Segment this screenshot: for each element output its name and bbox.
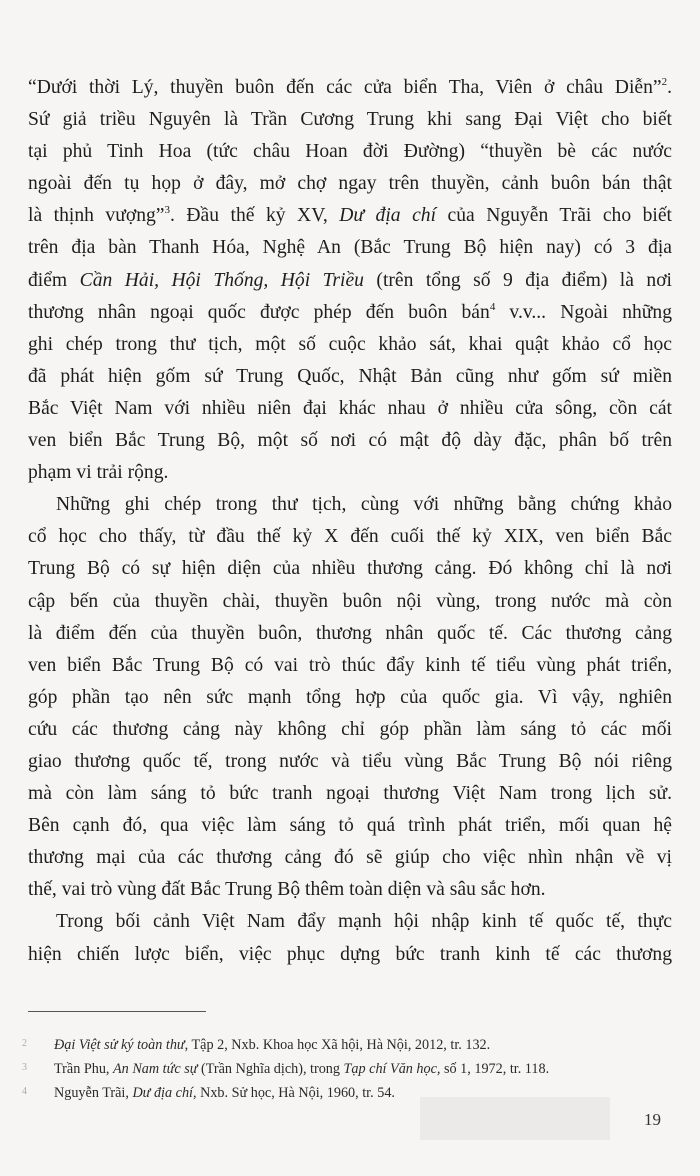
text-run: giao thương quốc tế, trong nước và tiểu vùng Bắc Trung Bộ nói riêng: [28, 750, 672, 772]
text-run: Trần Phu,: [54, 1061, 114, 1077]
body-text: [28, 72, 672, 971]
text-run: góp phần tạo nên sức mạnh tổng hợp của quốc gia. Vì vậy, nghiên: [28, 686, 672, 708]
text-run: Sứ giả triều Nguyên là Trần Cương Trung khi sang Đại Việt cho biết: [28, 109, 672, 131]
text-run: là điểm đến của thuyền buôn, thương nhân quốc tế. Các thương cảng: [28, 622, 672, 644]
text-run: số 1, 1972, tr. 118.: [440, 1061, 550, 1077]
text-line: [28, 425, 672, 457]
text-line: [28, 746, 672, 778]
italic-text: Tạp chí Văn học,: [343, 1061, 441, 1077]
text-run: cổ học cho thấy, từ đầu thế kỷ X đến cuối thế kỷ XIX, ven biển Bắc: [28, 526, 672, 548]
footnote-ref: 3: [164, 204, 170, 217]
page-number: 19: [644, 1110, 661, 1129]
text-line: [28, 682, 672, 714]
footnotes: [22, 1032, 682, 1104]
text-run: Bắc Việt Nam với nhiều niên đại khác nhau ở nhiều cửa sông, cồn cát: [28, 397, 672, 419]
text-run: ven biển Bắc Trung Bộ, một số nơi có mật độ dày đặc, phân bố trên: [28, 430, 672, 452]
text-run: thế, vai trò vùng đất Bắc Trung Bộ thêm toàn diện và sâu sắc hơn.: [28, 879, 546, 901]
text-run: ngoài đến tụ họp ở đây, mở chợ ngay trên thuyền, cảnh buôn bán thật: [28, 173, 672, 195]
text-run: Bên cạnh đó, qua việc làm sáng tỏ quá trình phát triển, mối quan hệ: [28, 815, 672, 837]
text-run: thương nhân ngoại quốc được phép đến buôn bán: [28, 301, 490, 323]
text-run: . Đầu thế kỷ XV,: [169, 205, 340, 227]
text-line: [28, 361, 672, 393]
text-line: [28, 297, 672, 329]
text-line: [28, 939, 672, 971]
text-run: , Nxb. Sử học, Hà Nội, 1960, tr. 54.: [192, 1085, 395, 1101]
text-run: (Trần Nghĩa dịch), trong: [197, 1061, 344, 1077]
italic-text: Cần Hải, Hội Thống, Hội Triều: [79, 269, 364, 291]
text-run: là thịnh vượng”: [28, 205, 165, 227]
text-run: v.v... Ngoài những: [495, 301, 673, 323]
text-run: ven biển Bắc Trung Bộ có vai trò thúc đẩy kinh tế tiểu vùng phát triển,: [28, 654, 672, 676]
italic-text: Dư địa chí: [339, 205, 437, 227]
text-line: [28, 874, 672, 906]
text-run: phạm vi trải rộng.: [28, 462, 169, 484]
text-run: đã phát hiện gốm sứ Trung Quốc, Nhật Bản cũng như gốm sứ miền: [28, 365, 672, 387]
text-line: [28, 457, 672, 489]
text-line: [28, 842, 672, 874]
paragraph: [28, 906, 672, 970]
footnote-number: 4: [22, 1086, 27, 1097]
text-line: [28, 586, 672, 618]
text-line: [28, 553, 672, 585]
text-run: trên địa bàn Thanh Hóa, Nghệ An (Bắc Trung Bộ hiện nay) có 3 địa: [28, 237, 672, 259]
text-run: ghi chép trong thư tịch, một số cuộc khảo sát, khai quật khảo cổ học: [28, 333, 672, 355]
text-line: [28, 778, 672, 810]
text-run: Trung Bộ có sự hiện diện của nhiều thương cảng. Đó không chỉ là nơi: [28, 558, 672, 580]
text-line: [28, 521, 672, 553]
text-run: (trên tổng số 9 địa điểm) là nơi: [363, 269, 672, 291]
text-line: [28, 329, 672, 361]
text-run: “Dưới thời Lý, thuyền buôn đến các cửa biển Tha, Viên ở châu Diễn”: [28, 77, 662, 98]
text-run: thương mại của các thương cảng đó sẽ giúp cho việc nhìn nhận về vị: [28, 847, 672, 869]
text-line: [28, 393, 672, 425]
text-run: cập bến của thuyền chài, thuyền buôn nội vùng, trong nước mà còn: [28, 590, 672, 612]
footnote-number: 2: [22, 1038, 27, 1049]
text-line: [28, 489, 672, 521]
text-run: của Nguyễn Trãi cho biết: [436, 205, 672, 227]
text-run: điểm: [28, 269, 80, 291]
text-run: .: [667, 77, 672, 98]
text-line: [28, 168, 672, 200]
footnote: [22, 1056, 682, 1080]
text-line: [28, 618, 672, 650]
text-line: [28, 265, 672, 297]
text-run: Những ghi chép trong thư tịch, cùng với những bằng chứng khảo: [56, 494, 672, 516]
text-line: [28, 906, 672, 938]
text-line: [28, 200, 672, 232]
text-run: tại phủ Tinh Hoa (tức châu Hoan đời Đường) “thuyền bè các nước: [28, 141, 672, 163]
paragraph: [28, 489, 672, 906]
text-run: hiện chiến lược biển, việc phục dựng bức tranh kinh tế các thương: [28, 943, 672, 965]
text-run: , Tập 2, Nxb. Khoa học Xã hội, Hà Nội, 2012, tr. 132.: [184, 1037, 491, 1053]
italic-text: Dư địa chí: [132, 1085, 193, 1101]
italic-text: An Nam tức sự: [113, 1061, 198, 1077]
footnote-ref: 2: [661, 76, 668, 88]
text-line: [28, 72, 672, 104]
text-line: [28, 650, 672, 682]
italic-text: Đại Việt sử ký toàn thư: [54, 1037, 185, 1053]
text-run: Nguyễn Trãi,: [54, 1085, 133, 1101]
text-line: [28, 232, 672, 264]
footnote-number: 3: [22, 1062, 27, 1073]
text-line: [28, 136, 672, 168]
text-line: [28, 810, 672, 842]
text-run: mà còn làm sáng tỏ bức tranh ngoại thương Việt Nam trong lịch sử.: [28, 783, 672, 805]
footnote-divider: [28, 1011, 206, 1012]
footnote: [22, 1032, 682, 1056]
footnote-ref: 4: [489, 300, 496, 313]
paragraph: [28, 72, 672, 489]
text-run: cứu các thương cảng này không chỉ góp phần làm sáng tỏ các mối: [28, 718, 672, 740]
text-line: [28, 104, 672, 136]
text-run: Trong bối cảnh Việt Nam đẩy mạnh hội nhập kinh tế quốc tế, thực: [56, 911, 672, 933]
text-line: [28, 714, 672, 746]
scan-shadow: [420, 1097, 610, 1140]
